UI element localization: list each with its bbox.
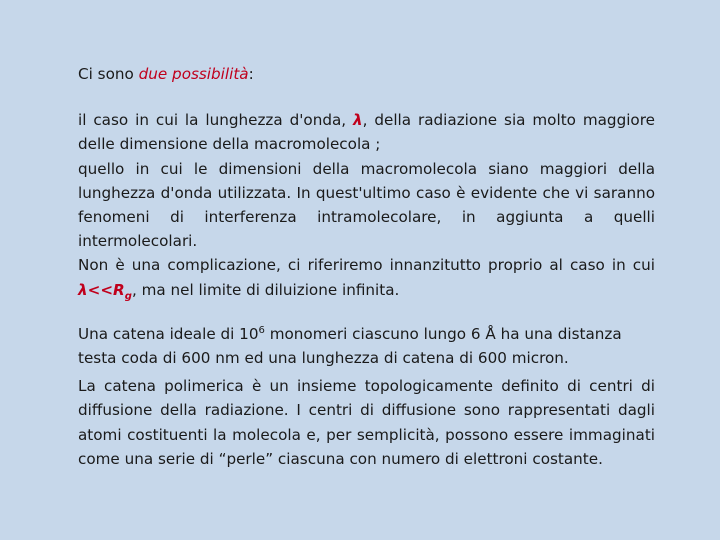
ideal-chain-text: Una catena ideale di 10 [78,324,259,343]
case-one-text: il caso in cui la lunghezza d'onda, [78,111,353,130]
complication-text: Non è una complicazione, ci riferiremo innanzitutto proprio al caso in cui [78,256,655,275]
ideal-chain-paragraph [78,322,655,370]
case-two-paragraph: quello in cui le dimensioni della macromolecola siano maggiori della lunghezza d'onda utilizzata. In quest'ultimo caso è evidente che vi saranno fenomeni di interferenza intramolecolare, in aggiunta a quelli intermolecolari. [78,159,655,251]
case-one-text-end: , della radiazione sia molto maggiore delle dimensione della macromolecola ; [78,111,655,154]
polymer-chain-paragraph: La catena polimerica è un insieme topologicamente definito di centri di diffusione della radiazione. I centri di diffusione sono rappresentati dagli atomi costituenti la molecola e, per semplicità, possono essere immaginati come una serie di “perle” ciascuna con numero di elettroni costante. [78,377,655,468]
intro-highlight: due possibilità [138,65,249,83]
intro-colon: : [248,65,254,83]
case-one-paragraph [78,108,655,156]
ideal-chain-text-end: monomeri ciascuno lungo 6 Å ha una distanza testa coda di 600 nm ed una lunghezza di catena di 600 micron. [78,324,622,368]
intro-paragraph [78,62,655,86]
complication-text-end: , ma nel limite di diluizione infinita. [131,280,400,299]
intro-text: Ci sono [78,65,139,83]
exponent: 6 [258,324,265,336]
slide-body [78,62,655,471]
lambda-relation-subscript: g [124,290,132,302]
lambda-symbol: λ [353,111,363,130]
lambda-relation [78,280,132,302]
complication-paragraph [78,253,655,301]
lambda-relation-text: λ<<R [78,280,125,299]
